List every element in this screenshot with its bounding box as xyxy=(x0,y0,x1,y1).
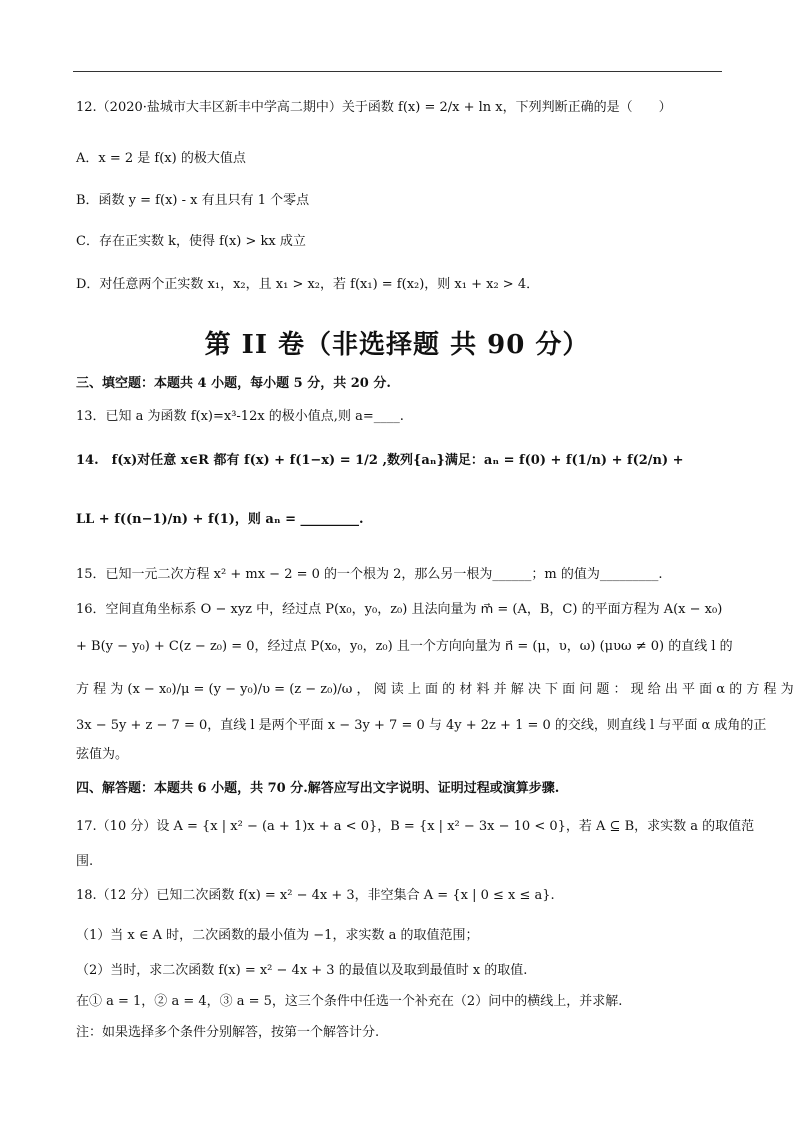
q15: 15．已知一元二次方程 x² + mx − 2 = 0 的一个根为 2，那么另一根为______；m 的值为_________. xyxy=(76,567,663,582)
q12-stem: 12.（2020·盐城市大丰区新丰中学高二期中）关于函数 f(x) = 2/x + ln x，下列判断正确的是（ ） xyxy=(76,100,672,115)
q17-line2: 围. xyxy=(76,854,94,869)
q16-line3: 方 程 为 (x − x₀)/μ = (y − y₀)/υ = (z − z₀)/ω ， 阅 读 上 面 的 材 料 并 解 决 下 面 问 题 ： 现 给 出 平 面 α 的 方 程 为 xyxy=(76,682,794,697)
q13: 13．已知 a 为函数 f(x)=x³-12x 的极小值点,则 a=____. xyxy=(76,409,404,424)
q16-line2: + B(y − y₀) + C(z − z₀) = 0，经过点 P(x₀，y₀，z₀) 且一个方向向量为 n⃗ = (μ，υ，ω) (μυω ≠ 0) 的直线 l 的 xyxy=(76,639,733,654)
q18-line5: 注：如果选择多个条件分别解答，按第一个解答计分. xyxy=(76,1025,380,1040)
part3-heading: 三、填空题：本题共 4 小题，每小题 5 分，共 20 分. xyxy=(76,376,391,391)
part4-heading: 四、解答题：本题共 6 小题，共 70 分.解答应写出文字说明、证明过程或演算步骤. xyxy=(76,781,560,796)
q16-line5: 弦值为。 xyxy=(76,747,129,762)
q12-option-c: C．存在正实数 k，使得 f(x) > kx 成立 xyxy=(76,234,306,249)
q16-line4: 3x − 5y + z − 7 = 0，直线 l 是两个平面 x − 3y + 7 = 0 与 4y + 2z + 1 = 0 的交线，则直线 l 与平面 α 成角的正 xyxy=(76,718,767,733)
q17-line1: 17.（10 分）设 A = {x | x² − (a + 1)x + a < 0}，B = {x | x² − 3x − 10 < 0}，若 A ⊆ B，求实数 a 的取值范 xyxy=(76,819,755,834)
q18-line3: （2）当时，求二次函数 f(x) = x² − 4x + 3 的最值以及取到最值时 x 的取值. xyxy=(76,963,528,978)
section-title: 第 II 卷（非选择题 共 90 分） xyxy=(204,330,590,360)
q18-line1: 18.（12 分）已知二次函数 f(x) = x² − 4x + 3，非空集合 A = {x | 0 ≤ x ≤ a}. xyxy=(76,888,555,903)
q16-line1: 16．空间直角坐标系 O − xyz 中，经过点 P(x₀，y₀，z₀) 且法向量为 m⃗ = (A，B，C) 的平面方程为 A(x − x₀) xyxy=(76,602,723,617)
q18-line4: 在① a = 1，② a = 4，③ a = 5，这三个条件中任选一个补充在（2）问中的横线上，并求解. xyxy=(76,994,623,1009)
q12-option-d: D．对任意两个正实数 x₁，x₂，且 x₁ > x₂，若 f(x₁) = f(x₂)，则 x₁ + x₂ > 4． xyxy=(76,277,540,292)
top-rule xyxy=(73,71,722,72)
q12-option-a: A．x = 2 是 f(x) 的极大值点 xyxy=(76,151,246,166)
q12-option-b: B．函数 y = f(x) - x 有且只有 1 个零点 xyxy=(76,193,310,208)
q14-line2: LL + f((n−1)/n) + f(1)，则 aₙ = _________. xyxy=(76,512,364,527)
q14-line1: 14. f(x)对任意 x∈R 都有 f(x) + f(1−x) = 1/2 ,数列{aₙ}满足：aₙ = f(0) + f(1/n) + f(2/n) + xyxy=(76,453,684,468)
q18-line2: （1）当 x ∈ A 时，二次函数的最小值为 −1，求实数 a 的取值范围； xyxy=(76,928,479,943)
